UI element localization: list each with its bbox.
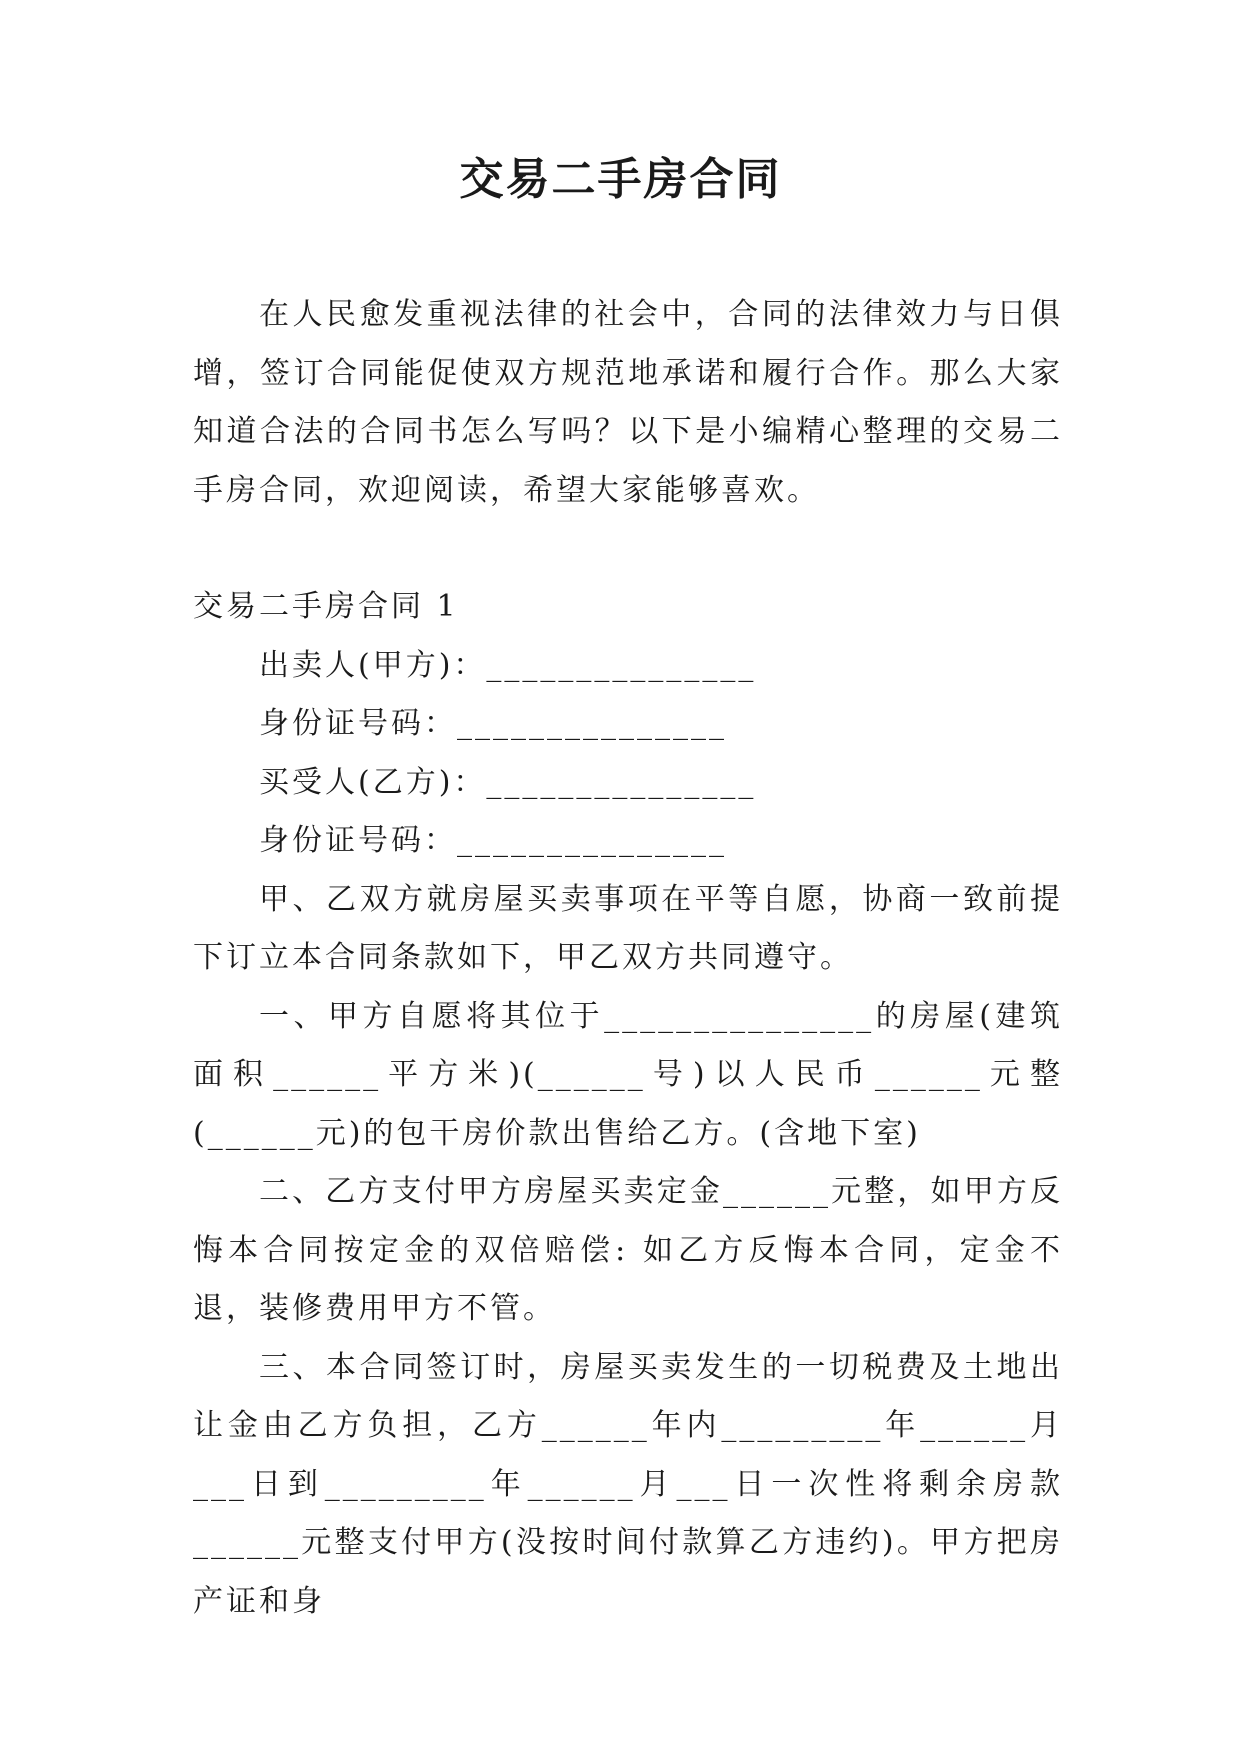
buyer-line: 买受人(乙方)：_______________ xyxy=(259,764,757,800)
buyer-id-line: 身份证号码：_______________ xyxy=(259,823,727,858)
preamble-paragraph: 甲、乙双方就房屋买卖事项在平等自愿，协商一致前提下订立本合同条款如下，甲乙双方共同遵守。 xyxy=(193,881,1063,975)
clause-2: 二、乙方支付甲方房屋买卖定金______元整，如甲方反悔本合同按定金的双倍赔偿: 如乙方反悔本合同，定金不退，装修费用甲方不管。 xyxy=(193,1174,1063,1326)
intro-paragraph: 在人民愈发重视法律的社会中，合同的法律效力与日俱增，签订合同能促使双方规范地承诺和履行合作。那么大家知道合法的合同书怎么写吗？以下是小编精心整理的交易二手房合同，欢迎阅读，希望大家能够喜欢。 xyxy=(193,297,1063,508)
clause-1: 一、甲方自愿将其位于_______________的房屋(建筑面积______平方米)(______号)以人民币______元整(______元)的包干房价款出售给乙方。(含地下室) xyxy=(193,998,1063,1151)
document-title: 交易二手房合同 xyxy=(459,154,782,205)
seller-line: 出卖人(甲方)：_______________ xyxy=(259,647,757,683)
section-title: 交易二手房合同 1 xyxy=(193,589,459,624)
clause-3: 三、本合同签订时，房屋买卖发生的一切税费及土地出让金由乙方负担，乙方______年内_________年______月___日到_________年______月___日一次性将剩余房款______元整支付甲方(没按时间付款算乙方违约)。甲方把房产证和身 xyxy=(193,1349,1063,1619)
seller-id-line: 身份证号码：_______________ xyxy=(259,706,727,741)
paragraph-gap xyxy=(193,520,1063,578)
document-body xyxy=(193,286,1063,1631)
